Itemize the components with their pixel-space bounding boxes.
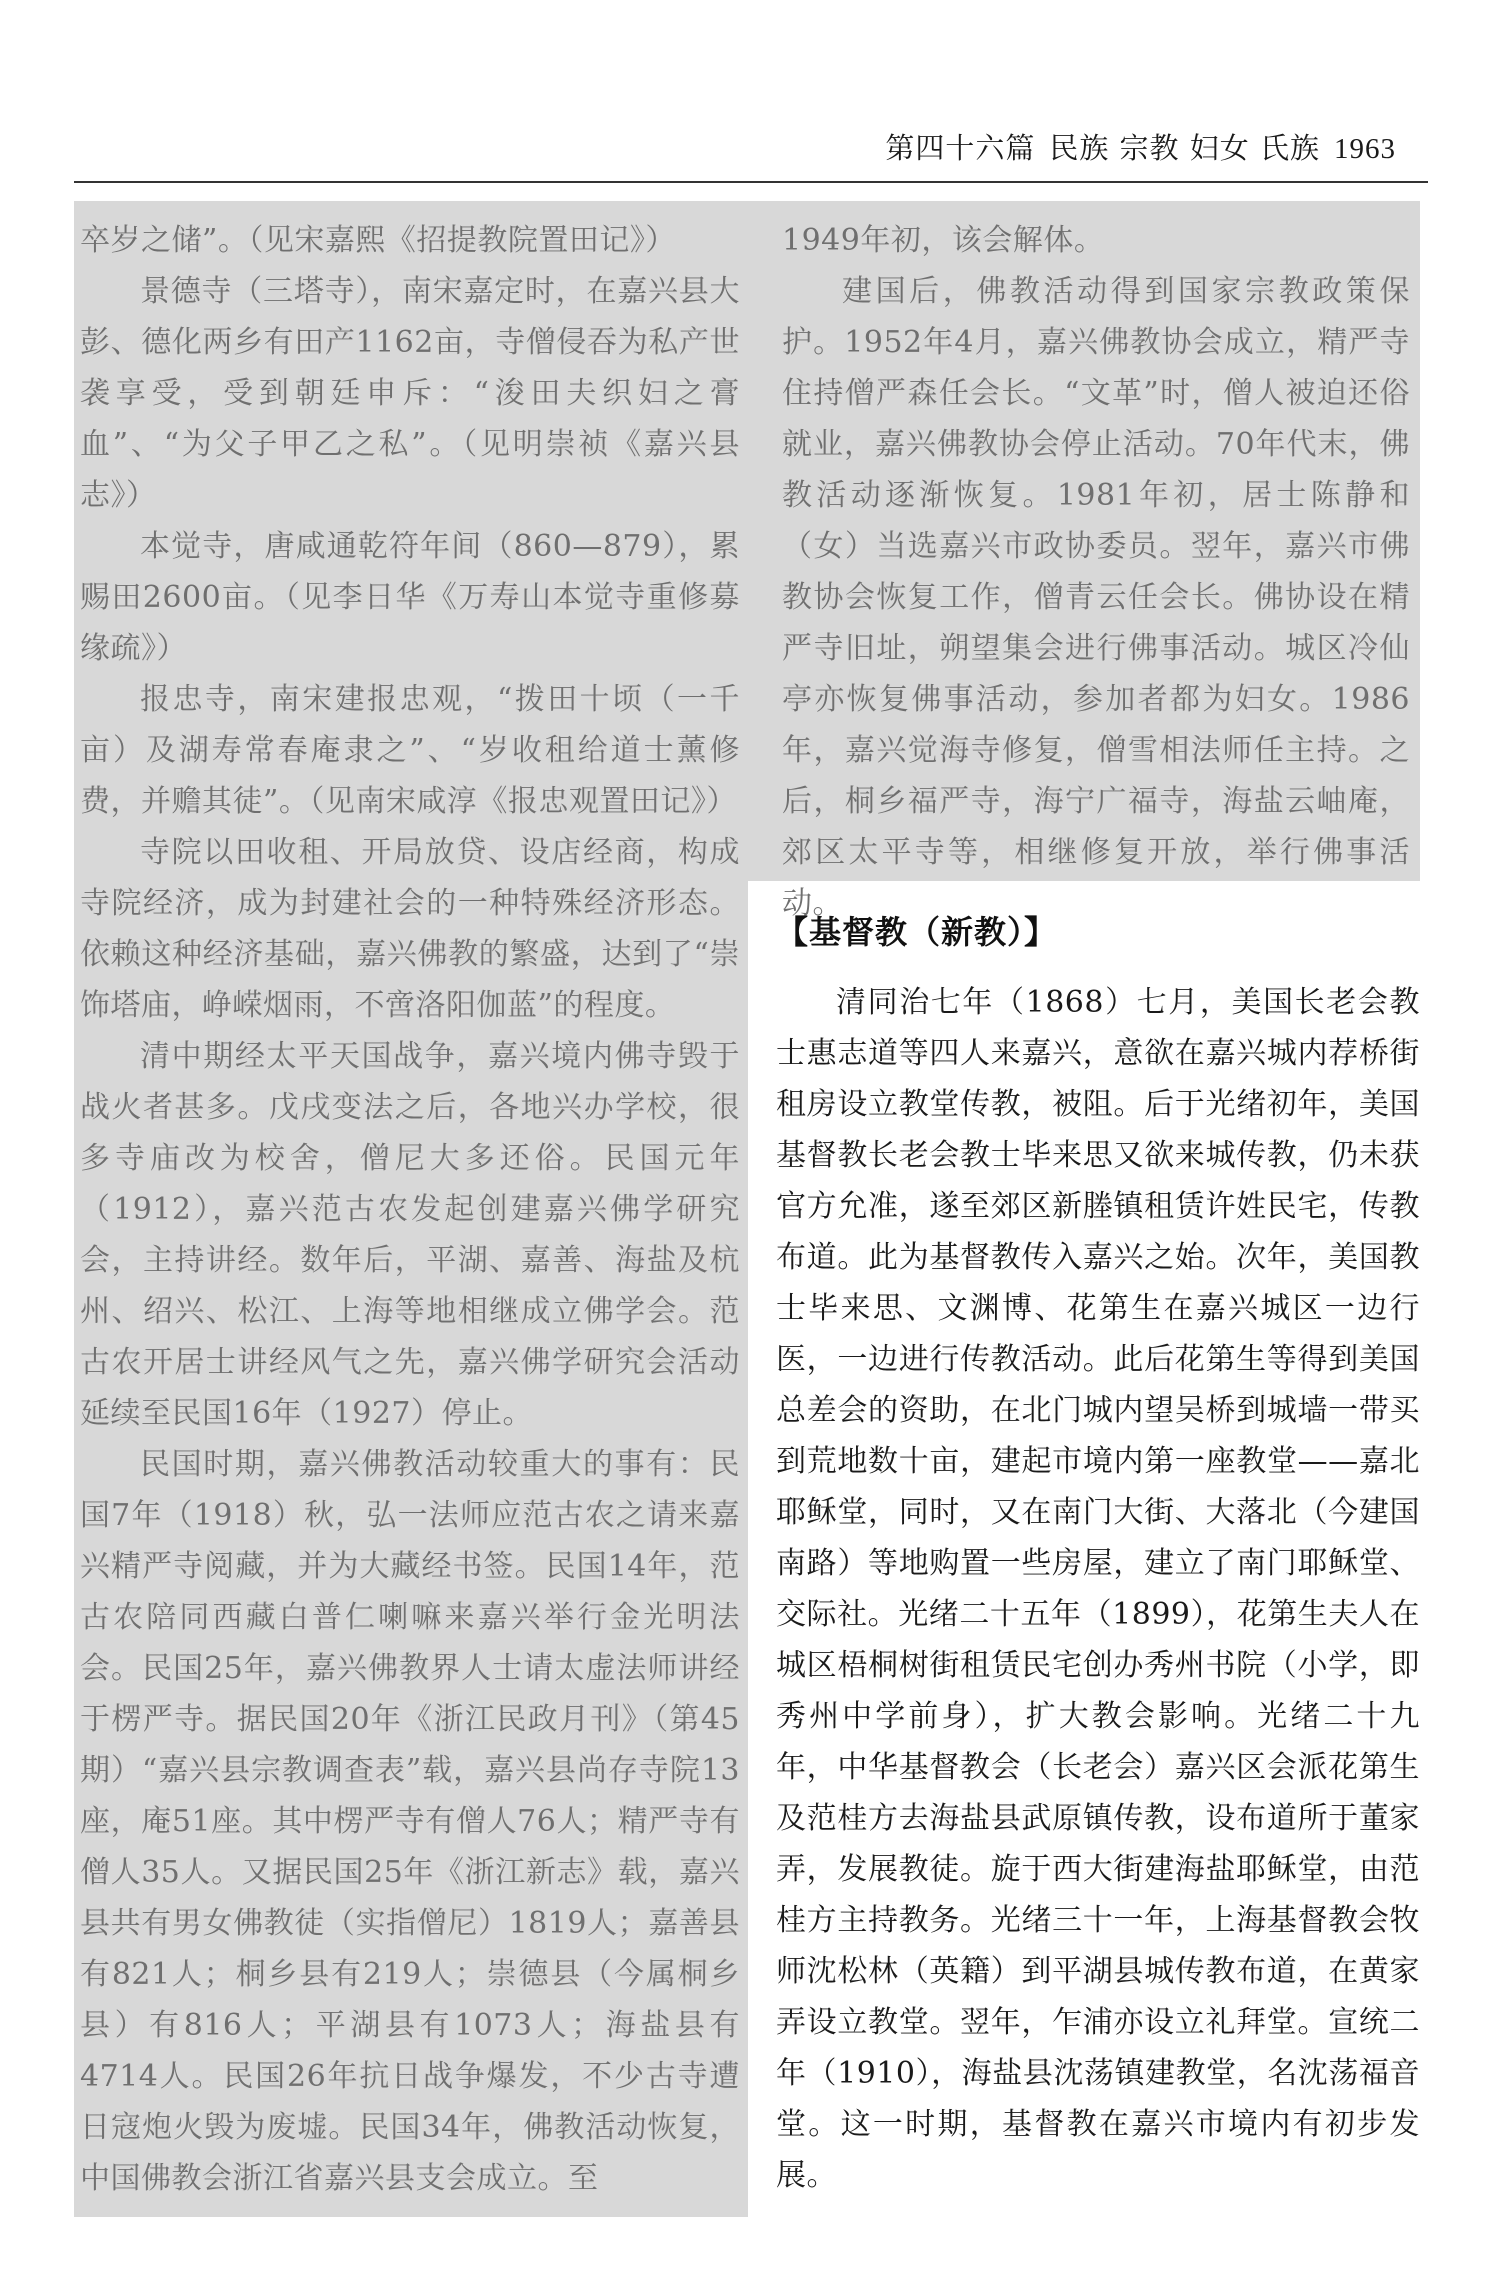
header-rule — [74, 181, 1428, 183]
section-heading: 【基督教（新教）】 — [776, 913, 1058, 951]
chapter-title: 第四十六篇 — [885, 131, 1036, 165]
christianity-section-body — [776, 977, 1420, 2201]
right-column-top-highlighted — [748, 201, 1420, 921]
paragraph: 卒岁之储”。（见宋嘉熙《招提教院置田记》） — [80, 223, 676, 258]
paragraph: 清同治七年（1868）七月，美国长老会教士惠志道等四人来嘉兴，意欲在嘉兴城内荐桥街租房设立教堂传教，被阻。后于光绪初年，美国基督教长老会教士毕来思又欲来城传教，仍未获官方允准，遂至郊区新塍镇租赁许姓民宅，传教布道。此为基督教传入嘉兴之始。次年，美国教士毕来思、文渊博、花第生在嘉兴城区一边行医，一边进行传教活动。此后花第生等得到美国总差会的资助，在北门城内望吴桥到城墙一带买到荒地数十亩，建起市境内第一座教堂——嘉北耶稣堂，同时，又在南门大街、大落北（今建国南路）等地购置一些房屋，建立了南门耶稣堂、交际社。光绪二十五年（1899），花第生夫人在城区梧桐树街租赁民宅创办秀州书院（小学，即秀州中学前身），扩大教会影响。光绪二十九年，中华基督教会（长老会）嘉兴区会派花第生及范桂方去海盐县武原镇传教，设布道所于董家弄，发展教徒。旋于西大街建海盐耶稣堂，由范桂方主持教务。光绪三十一年，上海基督教会牧师沈松林（英籍）到平湖县城传教布道，在黄家弄设立教堂。翌年，乍浦亦设立礼拜堂。宣统二年（1910），海盐县沈荡镇建教堂，名沈荡福音堂。这一时期，基督教在嘉兴市境内有初步发展。 — [776, 985, 1420, 2193]
paragraph: 报忠寺，南宋建报忠观，“拨田十顷（一千亩）及湖寿常春庵隶之”、“岁收租给道士薰修费，并赡其徒”。（见南宋咸淳《报忠观置田记》） — [80, 682, 740, 819]
paragraph: 民国时期，嘉兴佛教活动较重大的事有：民国7年（1918）秋，弘一法师应范古农之请来嘉兴精严寺阅藏，并为大藏经书签。民国14年，范古农陪同西藏白普仁喇嘛来嘉兴举行金光明法会。民国25年，嘉兴佛教界人士请太虚法师讲经于楞严寺。据民国20年《浙江民政月刊》（第45期）“嘉兴县宗教调查表”载，嘉兴县尚存寺院13座，庵51座。其中楞严寺有僧人76人；精严寺有僧人35人。又据民国25年《浙江新志》载，嘉兴县共有男女佛教徒（实指僧尼）1819人；嘉善县有821人；桐乡县有219人；崇德县（今属桐乡县）有816人；平湖县有1073人；海盐县有4714人。民国26年抗日战争爆发，不少古寺遭日寇炮火毁为废墟。民国34年，佛教活动恢复，中国佛教会浙江省嘉兴县支会成立。至 — [80, 1447, 740, 2196]
running-header — [885, 126, 1396, 167]
paragraph: 清中期经太平天国战争，嘉兴境内佛寺毁于战火者甚多。戊戌变法之后，各地兴办学校，很多寺庙改为校舍，僧尼大多还俗。民国元年（1912），嘉兴范古农发起创建嘉兴佛学研究会，主持讲经。数年后，平湖、嘉善、海盐及杭州、绍兴、松江、上海等地相继成立佛学会。范古农开居士讲经风气之先，嘉兴佛学研究会活动延续至民国16年（1927）停止。 — [80, 1039, 740, 1431]
page-number: 1963 — [1334, 133, 1396, 165]
paragraph: 1949年初，该会解体。 — [782, 223, 1105, 258]
left-column-highlighted — [74, 201, 748, 2217]
paragraph: 本觉寺，唐咸通乾符年间（860—879），累赐田2600亩。（见李日华《万寿山本觉寺重修募缘疏》） — [80, 529, 740, 666]
paragraph: 景德寺（三塔寺），南宋嘉定时，在嘉兴县大彭、德化两乡有田产1162亩，寺僧侵吞为私产世袭享受，受到朝廷申斥：“浚田夫织妇之膏血”、“为父子甲乙之私”。（见明崇祯《嘉兴县志》） — [80, 274, 740, 513]
chapter-topics: 民族 宗教 妇女 氏族 — [1049, 131, 1320, 165]
christianity-section — [764, 895, 1420, 2201]
paragraph: 寺院以田收租、开局放贷、设店经商，构成寺院经济，成为封建社会的一种特殊经济形态。依赖这种经济基础，嘉兴佛教的繁盛，达到了“崇饰塔庙，峥嵘烟雨，不啻洛阳伽蓝”的程度。 — [80, 835, 740, 1023]
paragraph: 建国后，佛教活动得到国家宗教政策保护。1952年4月，嘉兴佛教协会成立，精严寺住持僧严森任会长。“文革”时，僧人被迫还俗就业，嘉兴佛教协会停止活动。70年代末，佛教活动逐渐恢复。1981年初，居士陈静和（女）当选嘉兴市政协委员。翌年，嘉兴市佛教协会恢复工作，僧青云任会长。佛协设在精严寺旧址，朔望集会进行佛事活动。城区冷仙亭亦恢复佛事活动，参加者都为妇女。1986年，嘉兴觉海寺修复，僧雪相法师任主持。之后，桐乡福严寺，海宁广福寺，海盐云岫庵，郊区太平寺等，相继修复开放，举行佛事活动。 — [782, 274, 1410, 921]
